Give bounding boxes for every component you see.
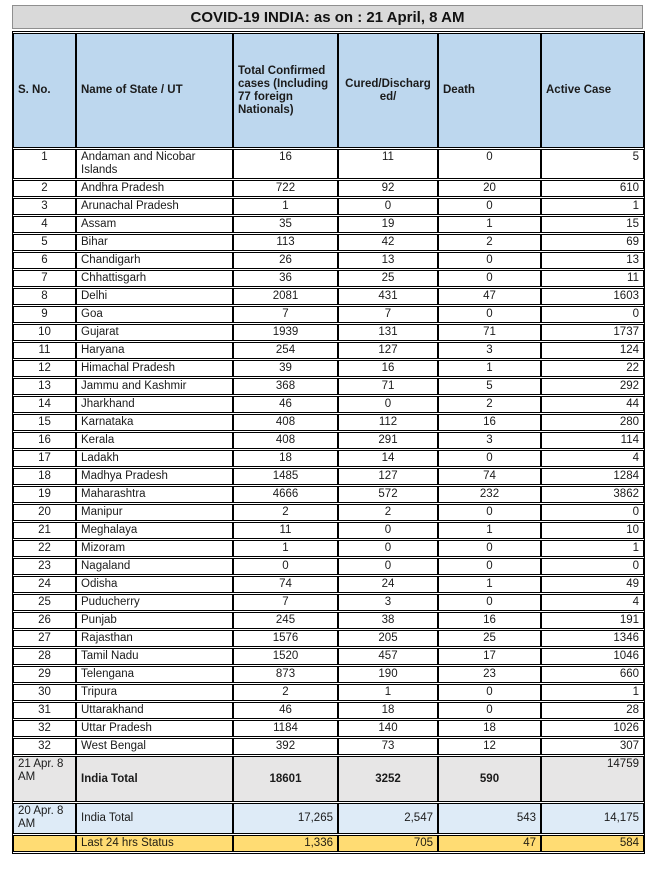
state-name-cell: Nagaland	[76, 558, 233, 575]
sno-cell: 30	[13, 684, 76, 701]
state-name-cell: Himachal Pradesh	[76, 360, 233, 377]
state-name-cell: Andaman and Nicobar Islands	[76, 149, 233, 179]
sno-cell: 26	[13, 612, 76, 629]
sno-cell: 8	[13, 288, 76, 305]
confirmed-cell: 17,265	[233, 803, 338, 834]
sno-cell: 27	[13, 630, 76, 647]
cured-cell: 131	[338, 324, 438, 341]
active-cell: 4	[541, 450, 644, 467]
sno-cell: 18	[13, 468, 76, 485]
sno-cell: 17	[13, 450, 76, 467]
summary-row-last24hrs	[13, 835, 644, 852]
state-name-cell: Meghalaya	[76, 522, 233, 539]
cured-cell: 16	[338, 360, 438, 377]
sno-cell: 21	[13, 522, 76, 539]
state-row	[13, 540, 644, 557]
death-cell: 12	[438, 738, 541, 755]
death-cell: 1	[438, 360, 541, 377]
state-row	[13, 594, 644, 611]
death-cell: 5	[438, 378, 541, 395]
death-cell: 0	[438, 270, 541, 287]
sno-cell: 15	[13, 414, 76, 431]
confirmed-cell: 2	[233, 504, 338, 521]
active-cell: 1026	[541, 720, 644, 737]
active-cell: 1284	[541, 468, 644, 485]
active-cell: 5	[541, 149, 644, 179]
sno-cell: 11	[13, 342, 76, 359]
title-bar	[12, 5, 643, 29]
state-row	[13, 149, 644, 179]
state-row	[13, 432, 644, 449]
covid-table	[12, 31, 645, 854]
state-name-cell: Andhra Pradesh	[76, 180, 233, 197]
death-cell: 23	[438, 666, 541, 683]
death-cell: 0	[438, 702, 541, 719]
header-row	[13, 33, 644, 148]
cured-cell: 431	[338, 288, 438, 305]
state-name-cell: Goa	[76, 306, 233, 323]
death-cell: 0	[438, 558, 541, 575]
confirmed-cell: 4666	[233, 486, 338, 503]
death-cell: 1	[438, 522, 541, 539]
state-name-cell: Karnataka	[76, 414, 233, 431]
active-cell: 0	[541, 558, 644, 575]
sno-cell: 28	[13, 648, 76, 665]
column-header: Name of State / UT	[76, 33, 233, 148]
active-cell: 1	[541, 540, 644, 557]
sno-cell: 10	[13, 324, 76, 341]
cured-cell: 127	[338, 342, 438, 359]
period-cell: 21 Apr. 8 AM	[13, 756, 76, 802]
state-name-cell: Arunachal Pradesh	[76, 198, 233, 215]
state-row	[13, 468, 644, 485]
death-cell: 1	[438, 576, 541, 593]
cured-cell: 19	[338, 216, 438, 233]
death-cell: 0	[438, 450, 541, 467]
column-header: Total Confirmed cases (Including 77 foreign Nationals)	[233, 33, 338, 148]
state-row	[13, 648, 644, 665]
sno-cell: 3	[13, 198, 76, 215]
sno-cell: 31	[13, 702, 76, 719]
confirmed-cell: 408	[233, 414, 338, 431]
active-cell: 1	[541, 198, 644, 215]
table-body	[13, 149, 644, 755]
death-cell: 20	[438, 180, 541, 197]
cured-cell: 205	[338, 630, 438, 647]
cured-cell: 73	[338, 738, 438, 755]
cured-cell: 3252	[338, 756, 438, 802]
state-row	[13, 198, 644, 215]
sno-cell: 20	[13, 504, 76, 521]
column-header: S. No.	[13, 33, 76, 148]
sno-cell: 29	[13, 666, 76, 683]
confirmed-cell: 7	[233, 594, 338, 611]
state-row	[13, 522, 644, 539]
cured-cell: 13	[338, 252, 438, 269]
active-cell: 49	[541, 576, 644, 593]
confirmed-cell: 11	[233, 522, 338, 539]
sno-cell: 13	[13, 378, 76, 395]
death-cell: 0	[438, 252, 541, 269]
confirmed-cell: 46	[233, 702, 338, 719]
state-name-cell: Puducherry	[76, 594, 233, 611]
cured-cell: 0	[338, 396, 438, 413]
death-cell: 16	[438, 414, 541, 431]
state-name-cell: Manipur	[76, 504, 233, 521]
active-cell: 307	[541, 738, 644, 755]
state-name-cell: Delhi	[76, 288, 233, 305]
state-name-cell: Bihar	[76, 234, 233, 251]
active-cell: 4	[541, 594, 644, 611]
death-cell: 232	[438, 486, 541, 503]
state-name-cell: Tamil Nadu	[76, 648, 233, 665]
cured-cell: 11	[338, 149, 438, 179]
confirmed-cell: 0	[233, 558, 338, 575]
state-row	[13, 252, 644, 269]
active-cell: 15	[541, 216, 644, 233]
active-cell: 191	[541, 612, 644, 629]
death-cell: 71	[438, 324, 541, 341]
state-name-cell: Maharashtra	[76, 486, 233, 503]
confirmed-cell: 39	[233, 360, 338, 377]
state-row	[13, 486, 644, 503]
death-cell: 2	[438, 234, 541, 251]
state-name-cell: Madhya Pradesh	[76, 468, 233, 485]
death-cell: 0	[438, 149, 541, 179]
active-cell: 10	[541, 522, 644, 539]
sno-cell: 25	[13, 594, 76, 611]
confirmed-cell: 36	[233, 270, 338, 287]
death-cell: 543	[438, 803, 541, 834]
sno-cell: 1	[13, 149, 76, 179]
state-row	[13, 612, 644, 629]
confirmed-cell: 7	[233, 306, 338, 323]
confirmed-cell: 1485	[233, 468, 338, 485]
death-cell: 3	[438, 342, 541, 359]
cured-cell: 0	[338, 540, 438, 557]
state-name-cell: Ladakh	[76, 450, 233, 467]
summary-label-cell: India Total	[76, 803, 233, 834]
death-cell: 47	[438, 288, 541, 305]
confirmed-cell: 74	[233, 576, 338, 593]
state-name-cell: Chhattisgarh	[76, 270, 233, 287]
cured-cell: 112	[338, 414, 438, 431]
active-cell: 13	[541, 252, 644, 269]
active-cell: 1	[541, 684, 644, 701]
period-cell: 20 Apr. 8 AM	[13, 803, 76, 834]
cured-cell: 140	[338, 720, 438, 737]
state-row	[13, 270, 644, 287]
confirmed-cell: 1520	[233, 648, 338, 665]
active-cell: 660	[541, 666, 644, 683]
state-name-cell: Odisha	[76, 576, 233, 593]
state-name-cell: Gujarat	[76, 324, 233, 341]
active-cell: 124	[541, 342, 644, 359]
summary-row-20apr8am	[13, 803, 644, 834]
state-row	[13, 396, 644, 413]
confirmed-cell: 254	[233, 342, 338, 359]
sno-cell: 16	[13, 432, 76, 449]
cured-cell: 14	[338, 450, 438, 467]
death-cell: 2	[438, 396, 541, 413]
summary-label-cell: Last 24 hrs Status	[76, 835, 233, 852]
state-row	[13, 324, 644, 341]
cured-cell: 38	[338, 612, 438, 629]
death-cell: 1	[438, 216, 541, 233]
cured-cell: 7	[338, 306, 438, 323]
state-name-cell: Uttar Pradesh	[76, 720, 233, 737]
death-cell: 0	[438, 594, 541, 611]
active-cell: 1346	[541, 630, 644, 647]
cured-cell: 42	[338, 234, 438, 251]
active-cell: 610	[541, 180, 644, 197]
period-cell	[13, 835, 76, 852]
cured-cell: 190	[338, 666, 438, 683]
cured-cell: 92	[338, 180, 438, 197]
active-cell: 280	[541, 414, 644, 431]
sno-cell: 9	[13, 306, 76, 323]
state-name-cell: Rajasthan	[76, 630, 233, 647]
confirmed-cell: 18	[233, 450, 338, 467]
cured-cell: 1	[338, 684, 438, 701]
column-header: Active Case	[541, 33, 644, 148]
sno-cell: 14	[13, 396, 76, 413]
confirmed-cell: 1576	[233, 630, 338, 647]
state-name-cell: Telengana	[76, 666, 233, 683]
active-cell: 1603	[541, 288, 644, 305]
confirmed-cell: 368	[233, 378, 338, 395]
cured-cell: 0	[338, 198, 438, 215]
state-row	[13, 702, 644, 719]
state-row	[13, 630, 644, 647]
death-cell: 47	[438, 835, 541, 852]
active-cell: 11	[541, 270, 644, 287]
state-row	[13, 306, 644, 323]
state-row	[13, 378, 644, 395]
state-row	[13, 450, 644, 467]
confirmed-cell: 392	[233, 738, 338, 755]
cured-cell: 705	[338, 835, 438, 852]
state-name-cell: Jammu and Kashmir	[76, 378, 233, 395]
death-cell: 0	[438, 684, 541, 701]
confirmed-cell: 722	[233, 180, 338, 197]
sno-cell: 6	[13, 252, 76, 269]
cured-cell: 291	[338, 432, 438, 449]
summary-body	[13, 756, 644, 852]
state-name-cell: Assam	[76, 216, 233, 233]
sno-cell: 5	[13, 234, 76, 251]
confirmed-cell: 26	[233, 252, 338, 269]
state-row	[13, 504, 644, 521]
state-name-cell: Jharkhand	[76, 396, 233, 413]
state-row	[13, 414, 644, 431]
summary-row-21apr8am	[13, 756, 644, 802]
sno-cell: 2	[13, 180, 76, 197]
state-name-cell: West Bengal	[76, 738, 233, 755]
state-row	[13, 738, 644, 755]
death-cell: 0	[438, 306, 541, 323]
active-cell: 69	[541, 234, 644, 251]
confirmed-cell: 46	[233, 396, 338, 413]
cured-cell: 18	[338, 702, 438, 719]
confirmed-cell: 245	[233, 612, 338, 629]
cured-cell: 71	[338, 378, 438, 395]
state-name-cell: Uttarakhand	[76, 702, 233, 719]
state-row	[13, 234, 644, 251]
sno-cell: 24	[13, 576, 76, 593]
death-cell: 25	[438, 630, 541, 647]
death-cell: 0	[438, 504, 541, 521]
death-cell: 590	[438, 756, 541, 802]
cured-cell: 572	[338, 486, 438, 503]
state-row	[13, 180, 644, 197]
state-name-cell: Haryana	[76, 342, 233, 359]
cured-cell: 24	[338, 576, 438, 593]
death-cell: 0	[438, 198, 541, 215]
state-row	[13, 216, 644, 233]
active-cell: 3862	[541, 486, 644, 503]
column-header: Death	[438, 33, 541, 148]
state-name-cell: Chandigarh	[76, 252, 233, 269]
sno-cell: 12	[13, 360, 76, 377]
page-title: COVID-19 INDIA: as on : 21 April, 8 AM	[190, 8, 465, 26]
active-cell: 1046	[541, 648, 644, 665]
death-cell: 18	[438, 720, 541, 737]
active-cell: 28	[541, 702, 644, 719]
state-row	[13, 558, 644, 575]
cured-cell: 3	[338, 594, 438, 611]
death-cell: 16	[438, 612, 541, 629]
cured-cell: 2,547	[338, 803, 438, 834]
confirmed-cell: 2	[233, 684, 338, 701]
active-cell: 114	[541, 432, 644, 449]
confirmed-cell: 873	[233, 666, 338, 683]
state-row	[13, 342, 644, 359]
cured-cell: 0	[338, 522, 438, 539]
death-cell: 74	[438, 468, 541, 485]
active-cell: 14759	[541, 756, 644, 802]
cured-cell: 2	[338, 504, 438, 521]
confirmed-cell: 35	[233, 216, 338, 233]
confirmed-cell: 1184	[233, 720, 338, 737]
cured-cell: 25	[338, 270, 438, 287]
state-name-cell: Mizoram	[76, 540, 233, 557]
sno-cell: 23	[13, 558, 76, 575]
sno-cell: 7	[13, 270, 76, 287]
confirmed-cell: 1	[233, 540, 338, 557]
death-cell: 3	[438, 432, 541, 449]
active-cell: 14,175	[541, 803, 644, 834]
active-cell: 0	[541, 504, 644, 521]
state-row	[13, 576, 644, 593]
state-row	[13, 720, 644, 737]
confirmed-cell: 1,336	[233, 835, 338, 852]
confirmed-cell: 408	[233, 432, 338, 449]
cured-cell: 0	[338, 558, 438, 575]
state-name-cell: Kerala	[76, 432, 233, 449]
confirmed-cell: 16	[233, 149, 338, 179]
sno-cell: 19	[13, 486, 76, 503]
sno-cell: 4	[13, 216, 76, 233]
state-row	[13, 666, 644, 683]
state-name-cell: Tripura	[76, 684, 233, 701]
confirmed-cell: 2081	[233, 288, 338, 305]
state-row	[13, 360, 644, 377]
active-cell: 584	[541, 835, 644, 852]
active-cell: 22	[541, 360, 644, 377]
cured-cell: 457	[338, 648, 438, 665]
summary-label-cell: India Total	[76, 756, 233, 802]
confirmed-cell: 1	[233, 198, 338, 215]
confirmed-cell: 1939	[233, 324, 338, 341]
death-cell: 17	[438, 648, 541, 665]
confirmed-cell: 113	[233, 234, 338, 251]
sno-cell: 22	[13, 540, 76, 557]
active-cell: 0	[541, 306, 644, 323]
state-name-cell: Punjab	[76, 612, 233, 629]
sno-cell: 32	[13, 720, 76, 737]
cured-cell: 127	[338, 468, 438, 485]
death-cell: 0	[438, 540, 541, 557]
sno-cell: 32	[13, 738, 76, 755]
active-cell: 44	[541, 396, 644, 413]
confirmed-cell: 18601	[233, 756, 338, 802]
state-row	[13, 288, 644, 305]
active-cell: 292	[541, 378, 644, 395]
active-cell: 1737	[541, 324, 644, 341]
column-header: Cured/Discharged/	[338, 33, 438, 148]
state-row	[13, 684, 644, 701]
